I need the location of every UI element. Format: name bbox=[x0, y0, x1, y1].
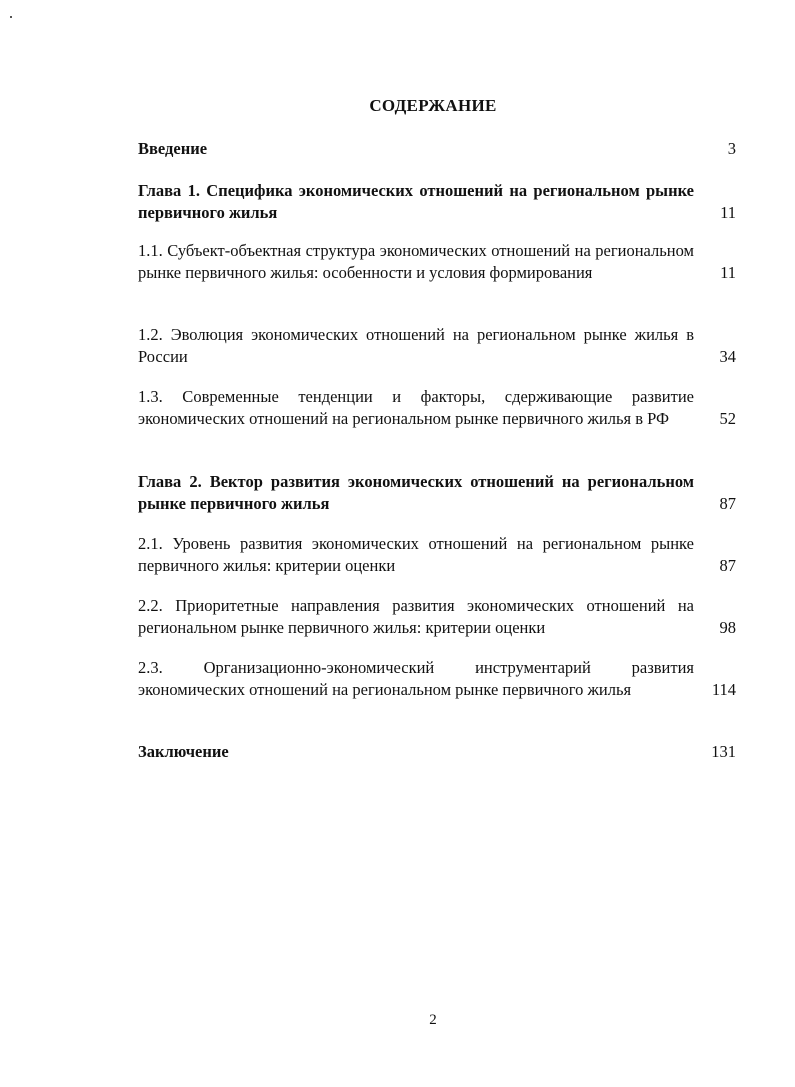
toc-entry-section-2-1[interactable] bbox=[138, 533, 736, 577]
scan-artifact bbox=[10, 16, 12, 18]
toc-entry-page: 34 bbox=[719, 347, 736, 366]
toc-entry-label: 1.1. Субъект-объектная структура экономических отношений на региональном рынке первичного жилья: особенности и условия формирования bbox=[138, 241, 694, 282]
toc-entry-page: 11 bbox=[720, 203, 736, 222]
toc-entry-introduction[interactable] bbox=[138, 138, 736, 160]
toc-entry-label: Введение bbox=[138, 139, 208, 158]
toc-entry-section-1-2[interactable] bbox=[138, 324, 736, 368]
toc-entry-label: 2.2. Приоритетные направления развития экономических отношений на региональном рынке первичного жилья: критерии оценки bbox=[138, 596, 694, 637]
toc-entry-page: 11 bbox=[720, 263, 736, 282]
toc-entry-label: 2.3. Организационно-экономический инструментарий развития экономических отношений на региональном рынке первичного жилья bbox=[138, 658, 694, 699]
toc-entry-page: 98 bbox=[719, 618, 736, 637]
toc-entry-label: Глава 1. Специфика экономических отношений на региональном рынке первичного жилья bbox=[138, 181, 694, 222]
page-number: 2 bbox=[429, 1012, 437, 1028]
toc-entry-label: 1.2. Эволюция экономических отношений на региональном рынке жилья в России bbox=[138, 325, 694, 366]
toc-entry-conclusion[interactable] bbox=[138, 741, 736, 763]
toc-entry-section-2-2[interactable] bbox=[138, 595, 736, 639]
page-title: СОДЕРЖАНИЕ bbox=[369, 96, 497, 115]
toc-entry-section-1-1[interactable] bbox=[138, 240, 736, 284]
toc-entry-page: 3 bbox=[727, 139, 736, 158]
toc-entry-section-1-3[interactable] bbox=[138, 386, 736, 430]
toc-entry-chapter-1[interactable] bbox=[138, 180, 736, 224]
toc-entry-label: 2.1. Уровень развития экономических отношений на региональном рынке первичного жилья: критерии оценки bbox=[138, 534, 694, 575]
toc-entry-page: 87 bbox=[719, 494, 736, 513]
toc-entry-page: 87 bbox=[719, 556, 736, 575]
toc-entry-section-2-3[interactable] bbox=[138, 657, 736, 701]
toc-entry-page: 131 bbox=[711, 742, 736, 761]
toc-entry-label: Глава 2. Вектор развития экономических отношений на региональном рынке первичного жилья bbox=[138, 472, 694, 513]
toc-entry-page: 114 bbox=[711, 680, 736, 699]
toc-entry-chapter-2[interactable] bbox=[138, 471, 736, 515]
toc-entry-label: 1.3. Современные тенденции и факторы, сдерживающие развитие экономических отношений на региональном рынке первичного жилья в РФ bbox=[138, 387, 694, 428]
toc-entry-label: Заключение bbox=[138, 742, 229, 761]
toc-entry-page: 52 bbox=[719, 409, 736, 428]
